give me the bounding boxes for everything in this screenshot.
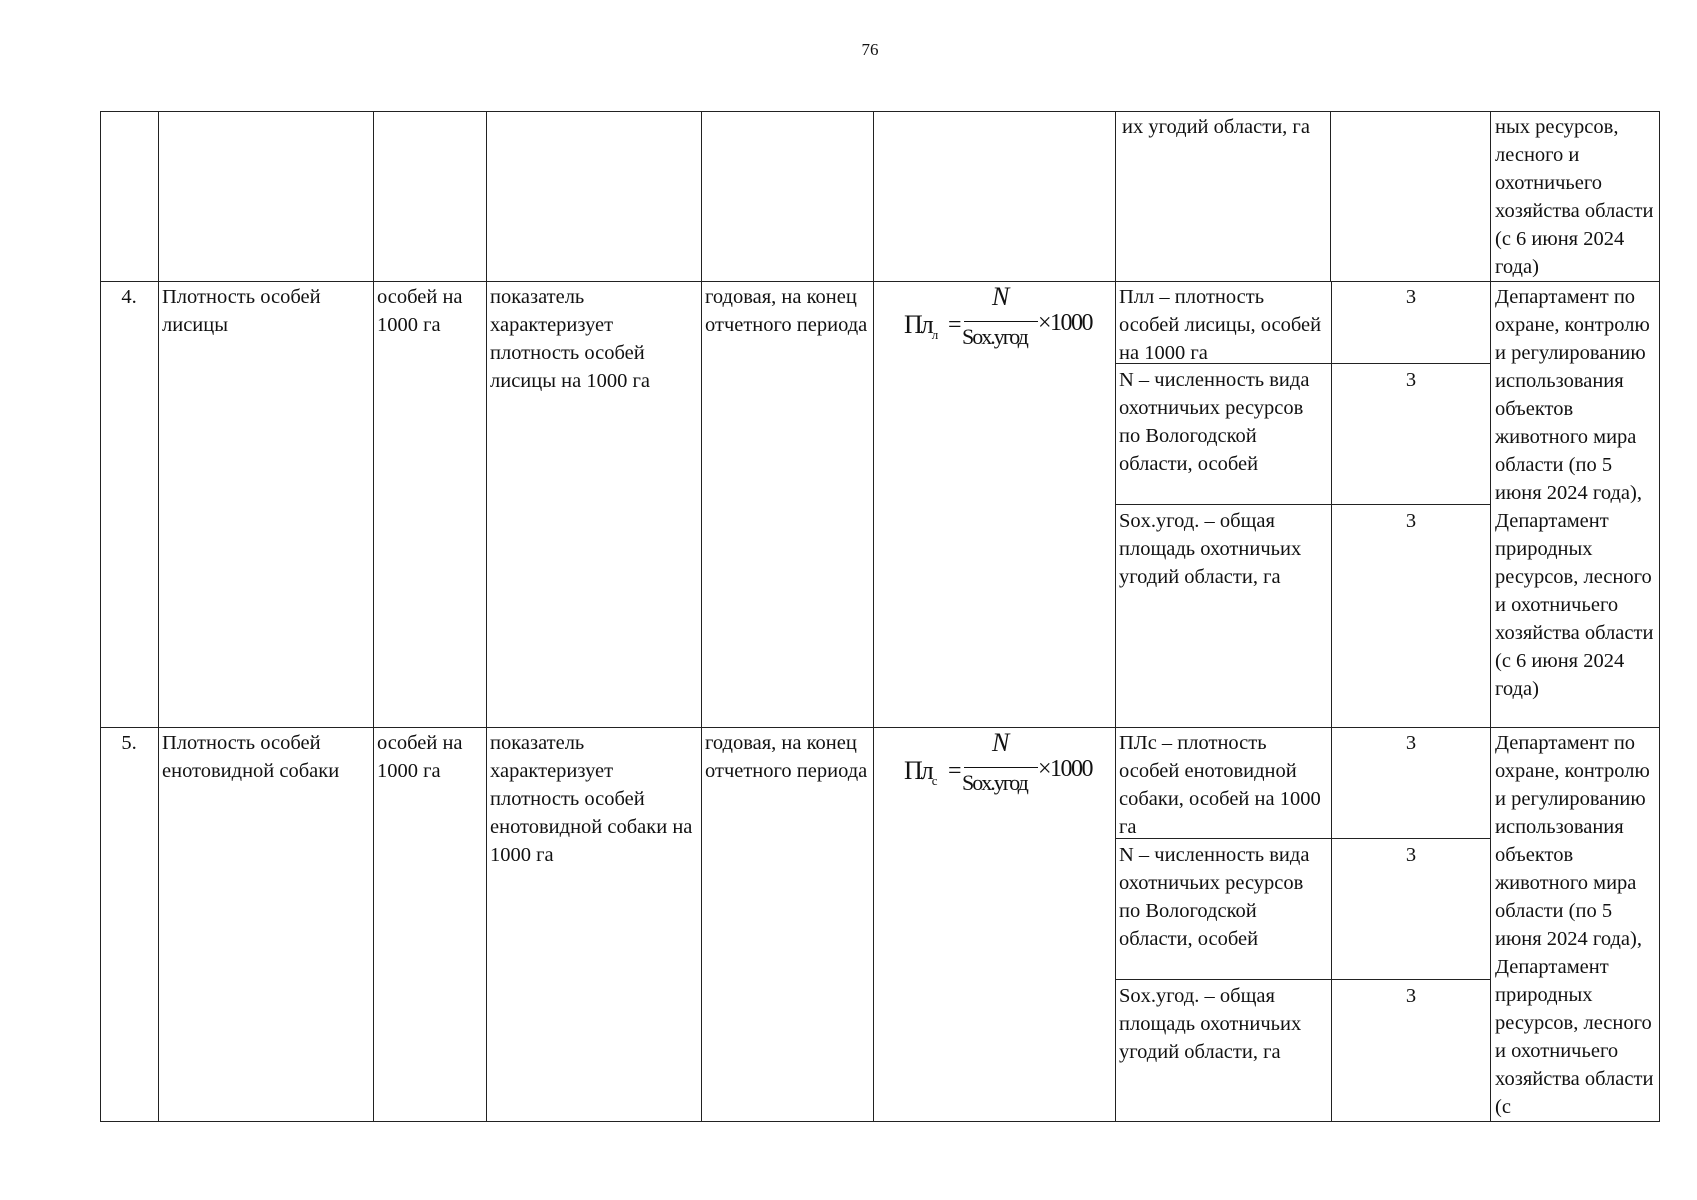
- variable-row: [1116, 727, 1490, 839]
- cell-num: 4.: [100, 281, 159, 727]
- table-row: [100, 727, 1660, 1122]
- cell-var-code: [1331, 111, 1491, 281]
- cell-var-desc: [1116, 111, 1331, 281]
- cell-unit: особей на 1000 га: [374, 281, 487, 727]
- variable-text: N – численность вида охотничьих ресурсов по Вологодской области, особей: [1119, 844, 1310, 950]
- formula-numerator: N: [992, 728, 1010, 757]
- formula: [904, 728, 1104, 805]
- variable-code: 3: [1331, 281, 1490, 363]
- formula-denominator: Sox.угод: [962, 324, 1027, 349]
- cell-formula: [874, 727, 1116, 1122]
- variable-code: 3: [1331, 839, 1490, 979]
- formula-multiplier: ×1000: [1038, 756, 1093, 782]
- cell-formula: [874, 111, 1116, 281]
- variable-code: 3: [1331, 364, 1490, 504]
- cell-unit: особей на 1000 га: [374, 727, 487, 1122]
- cell-unit: [374, 111, 487, 281]
- cell-num: [100, 111, 159, 281]
- variable-row: [1116, 839, 1490, 980]
- table-row: [100, 281, 1660, 727]
- variable-text: Sox.угод. – общая площадь охотничьих угодий области, га: [1119, 985, 1302, 1063]
- variable-row: [1116, 980, 1490, 1122]
- variable-text: Плл – плотность особей лисицы, особей на 1000 га: [1119, 286, 1322, 364]
- cell-description: показатель характеризует плотность особей енотовидной собаки на 1000 га: [487, 727, 702, 1122]
- formula-lhs: $Пл_л$: [904, 310, 939, 342]
- variable-row: [1116, 364, 1490, 505]
- cell-variables: [1116, 281, 1491, 727]
- formula-multiplier: ×1000: [1038, 310, 1093, 336]
- variable-text: N – численность вида охотничьих ресурсов по Вологодской области, особей: [1119, 369, 1310, 475]
- formula-lhs: $Пл_с$: [904, 756, 938, 788]
- cell-periodicity: годовая, на конец отчетного периода: [702, 727, 874, 1122]
- formula-denominator: Sox.угод: [962, 770, 1027, 795]
- cell-variables: [1116, 727, 1491, 1122]
- variable-code: 3: [1331, 727, 1490, 838]
- variable-code: 3: [1331, 980, 1490, 1122]
- cell-formula: [874, 281, 1116, 727]
- formula-equals: =: [948, 758, 962, 784]
- cell-periodicity: годовая, на конец отчетного периода: [702, 281, 874, 727]
- cell-description: показатель характеризует плотность особей лисицы на 1000 га: [487, 281, 702, 727]
- formula: [904, 282, 1104, 359]
- cell-periodicity: [702, 111, 874, 281]
- formula-equals: =: [948, 312, 962, 338]
- variable-text: Sox.угод. – общая площадь охотничьих угодий области, га: [1119, 510, 1302, 588]
- page-number: 76: [861, 40, 879, 59]
- cell-name: [159, 111, 374, 281]
- formula-numerator: N: [992, 282, 1010, 311]
- cell-description: [487, 111, 702, 281]
- variable-code: 3: [1331, 505, 1490, 727]
- table-row-continuation: [100, 111, 1660, 281]
- continuation-var-text: их угодий области, га: [1122, 116, 1310, 138]
- variable-text: ПЛс – плотность особей енотовидной собаки, особей на 1000 га: [1119, 732, 1321, 838]
- cell-name: Плотность особей енотовидной собаки: [159, 727, 374, 1122]
- cell-department: Департамент по охране, контролю и регулированию использования объектов животного мира области (по 5 июня 2024 года), Департамент природных ресурсов, лесного и охотничьего хозяйства области (с 6 июня 2024 года): [1495, 286, 1654, 700]
- variable-row: [1116, 505, 1490, 727]
- cell-department: Департамент по охране, контролю и регулированию использования объектов животного мира области (по 5 июня 2024 года), Департамент природных ресурсов, лесного и охотничьего хозяйства области (с: [1495, 732, 1654, 1118]
- fraction-bar: [964, 321, 1038, 322]
- cell-department: [1491, 111, 1660, 281]
- continuation-dept-text: ных ресурсов, лесного и охотничьего хозяйства области (с 6 июня 2024 года): [1495, 116, 1654, 278]
- cell-num: 5.: [100, 727, 159, 1122]
- cell-name: Плотность особей лисицы: [159, 281, 374, 727]
- fraction-bar: [964, 767, 1038, 768]
- variable-row: [1116, 281, 1490, 364]
